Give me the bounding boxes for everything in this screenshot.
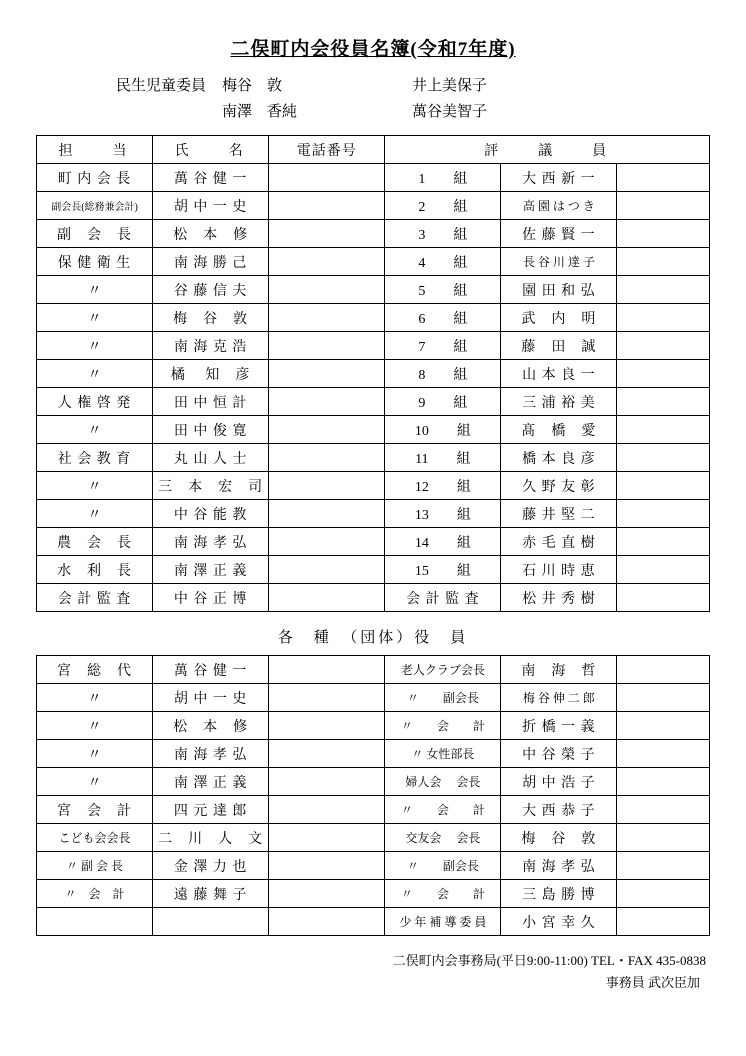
section-title-groups: 各 種 （団体）役 員 bbox=[277, 630, 469, 646]
right-blank-cell bbox=[617, 712, 710, 740]
group-blank-cell bbox=[617, 500, 710, 528]
welfare-label: 民生児童委員 bbox=[115, 78, 206, 94]
right-name-cell: 梅 谷 敦 bbox=[501, 824, 617, 852]
welfare-name-left: 南澤 香純 bbox=[222, 104, 298, 120]
role-cell: 〃 bbox=[37, 500, 153, 528]
right-name-cell: 小 宮 幸 久 bbox=[501, 908, 617, 936]
group-name-cell: 橋 本 良 彦 bbox=[501, 444, 617, 472]
header-tel: 電話番号 bbox=[269, 136, 385, 164]
group-name-cell: 久 野 友 彰 bbox=[501, 472, 617, 500]
tel-cell bbox=[269, 528, 385, 556]
tel-cell bbox=[269, 584, 385, 612]
role-cell: 〃 bbox=[37, 276, 153, 304]
left-blank-cell bbox=[269, 852, 385, 880]
right-blank-cell bbox=[617, 796, 710, 824]
header-role: 担 当 bbox=[37, 136, 153, 164]
table-row bbox=[37, 880, 710, 908]
right-role-cell: 〃 会 計 bbox=[385, 880, 501, 908]
officers-table bbox=[36, 135, 710, 612]
left-name-cell: 萬 谷 健 一 bbox=[153, 656, 269, 684]
group-officers-table bbox=[36, 655, 710, 936]
left-blank-cell bbox=[269, 796, 385, 824]
tel-cell bbox=[269, 444, 385, 472]
left-blank-cell bbox=[269, 656, 385, 684]
table-row bbox=[37, 304, 710, 332]
table-row bbox=[37, 768, 710, 796]
welfare-name-right: 井上美保子 bbox=[412, 78, 488, 94]
group-no-cell: 4 組 bbox=[385, 248, 501, 276]
left-blank-cell bbox=[269, 684, 385, 712]
name-cell: 萬 谷 健 一 bbox=[153, 164, 269, 192]
tel-cell bbox=[269, 192, 385, 220]
group-name-cell: 松 井 秀 樹 bbox=[501, 584, 617, 612]
role-cell: 会 計 監 査 bbox=[37, 584, 153, 612]
right-name-cell: 折 橋 一 義 bbox=[501, 712, 617, 740]
tel-cell bbox=[269, 360, 385, 388]
header-hyogi: 評 議 員 bbox=[385, 136, 710, 164]
left-blank-cell bbox=[269, 768, 385, 796]
group-name-cell: 藤 田 誠 bbox=[501, 332, 617, 360]
name-cell: 田 中 恒 計 bbox=[153, 388, 269, 416]
name-cell: 松 本 修 bbox=[153, 220, 269, 248]
table-row bbox=[37, 712, 710, 740]
right-role-cell: 少 年 補 導 委 員 bbox=[385, 908, 501, 936]
role-cell: 〃 bbox=[37, 332, 153, 360]
left-name-cell: 松 本 修 bbox=[153, 712, 269, 740]
table-row bbox=[37, 416, 710, 444]
role-cell: 〃 bbox=[37, 416, 153, 444]
table-row bbox=[37, 656, 710, 684]
header-name: 氏 名 bbox=[153, 136, 269, 164]
tel-cell bbox=[269, 388, 385, 416]
group-no-cell: 9 組 bbox=[385, 388, 501, 416]
left-name-cell: 金 澤 力 也 bbox=[153, 852, 269, 880]
right-role-cell: 〃 副会長 bbox=[385, 852, 501, 880]
left-name-cell: 胡 中 一 史 bbox=[153, 684, 269, 712]
name-cell: 中 谷 正 博 bbox=[153, 584, 269, 612]
table-row bbox=[37, 584, 710, 612]
group-blank-cell bbox=[617, 528, 710, 556]
tel-cell bbox=[269, 248, 385, 276]
tel-cell bbox=[269, 416, 385, 444]
name-cell: 南 海 勝 己 bbox=[153, 248, 269, 276]
left-role-cell: 〃 会 計 bbox=[37, 880, 153, 908]
right-name-cell: 梅 谷 伸 二 郎 bbox=[501, 684, 617, 712]
left-role-cell: 〃 bbox=[37, 712, 153, 740]
table-row bbox=[37, 388, 710, 416]
group-blank-cell bbox=[617, 360, 710, 388]
tel-cell bbox=[269, 332, 385, 360]
left-name-cell bbox=[153, 908, 269, 936]
group-blank-cell bbox=[617, 332, 710, 360]
left-role-cell: 〃 副 会 長 bbox=[37, 852, 153, 880]
group-blank-cell bbox=[617, 556, 710, 584]
table-row bbox=[37, 556, 710, 584]
table-row bbox=[37, 472, 710, 500]
group-no-cell: 15 組 bbox=[385, 556, 501, 584]
name-cell: 田 中 俊 寛 bbox=[153, 416, 269, 444]
table-row bbox=[37, 444, 710, 472]
name-cell: 丸 山 人 士 bbox=[153, 444, 269, 472]
right-role-cell: 〃 会 計 bbox=[385, 712, 501, 740]
group-no-cell: 5 組 bbox=[385, 276, 501, 304]
group-name-cell: 藤 井 堅 二 bbox=[501, 500, 617, 528]
group-blank-cell bbox=[617, 248, 710, 276]
left-role-cell: こども会会長 bbox=[37, 824, 153, 852]
right-blank-cell bbox=[617, 768, 710, 796]
left-name-cell: 二 川 人 文 bbox=[153, 824, 269, 852]
table-row bbox=[37, 852, 710, 880]
right-name-cell: 南 海 孝 弘 bbox=[501, 852, 617, 880]
welfare-name-left: 梅谷 敦 bbox=[222, 78, 283, 94]
welfare-commissioner-block bbox=[36, 73, 710, 125]
name-cell: 中 谷 能 教 bbox=[153, 500, 269, 528]
right-blank-cell bbox=[617, 908, 710, 936]
table-row bbox=[37, 796, 710, 824]
group-blank-cell bbox=[617, 276, 710, 304]
right-role-cell: 婦人会 会長 bbox=[385, 768, 501, 796]
table-row bbox=[37, 332, 710, 360]
welfare-row bbox=[36, 99, 710, 125]
tel-cell bbox=[269, 500, 385, 528]
right-name-cell: 南 海 哲 bbox=[501, 656, 617, 684]
group-no-cell: 14 組 bbox=[385, 528, 501, 556]
group-name-cell: 長 谷 川 達 子 bbox=[501, 248, 617, 276]
footer-contact: 二俣町内会事務局(平日9:00-11:00) TEL・FAX 435-0838 bbox=[392, 953, 706, 968]
group-no-cell: 1 組 bbox=[385, 164, 501, 192]
left-blank-cell bbox=[269, 880, 385, 908]
left-role-cell: 宮 総 代 bbox=[37, 656, 153, 684]
name-cell: 橘 知 彦 bbox=[153, 360, 269, 388]
group-blank-cell bbox=[617, 220, 710, 248]
group-no-cell: 3 組 bbox=[385, 220, 501, 248]
footer-clerk: 事務員 武次臣加 bbox=[605, 975, 700, 990]
role-cell: 〃 bbox=[37, 360, 153, 388]
right-role-cell: 〃 副会長 bbox=[385, 684, 501, 712]
left-role-cell: 〃 bbox=[37, 768, 153, 796]
left-role-cell: 〃 bbox=[37, 740, 153, 768]
group-name-cell: 高 園 は つ き bbox=[501, 192, 617, 220]
welfare-name-right: 萬谷美智子 bbox=[412, 104, 488, 120]
role-cell: 社 会 教 育 bbox=[37, 444, 153, 472]
tel-cell bbox=[269, 276, 385, 304]
role-cell: 農 会 長 bbox=[37, 528, 153, 556]
group-no-cell: 2 組 bbox=[385, 192, 501, 220]
group-blank-cell bbox=[617, 416, 710, 444]
group-blank-cell bbox=[617, 472, 710, 500]
group-no-cell: 10 組 bbox=[385, 416, 501, 444]
group-name-cell: 園 田 和 弘 bbox=[501, 276, 617, 304]
left-blank-cell bbox=[269, 712, 385, 740]
role-cell: 町 内 会 長 bbox=[37, 164, 153, 192]
group-name-cell: 赤 毛 直 樹 bbox=[501, 528, 617, 556]
left-name-cell: 四 元 達 郎 bbox=[153, 796, 269, 824]
table-row bbox=[37, 276, 710, 304]
name-cell: 梅 谷 敦 bbox=[153, 304, 269, 332]
welfare-label bbox=[36, 99, 222, 125]
table-header-row bbox=[37, 136, 710, 164]
group-name-cell: 髙 橋 愛 bbox=[501, 416, 617, 444]
right-role-cell: 〃 女性部長 bbox=[385, 740, 501, 768]
name-cell: 南 海 克 浩 bbox=[153, 332, 269, 360]
left-blank-cell bbox=[269, 740, 385, 768]
table-row bbox=[37, 684, 710, 712]
group-blank-cell bbox=[617, 304, 710, 332]
group-no-cell: 12 組 bbox=[385, 472, 501, 500]
group-name-cell: 大 西 新 一 bbox=[501, 164, 617, 192]
page-title: 二俣町内会役員名簿(令和7年度) bbox=[230, 39, 516, 60]
table-row bbox=[37, 500, 710, 528]
right-name-cell: 三 島 勝 博 bbox=[501, 880, 617, 908]
right-name-cell: 大 西 恭 子 bbox=[501, 796, 617, 824]
role-cell: 〃 bbox=[37, 472, 153, 500]
tel-cell bbox=[269, 304, 385, 332]
right-blank-cell bbox=[617, 684, 710, 712]
role-cell: 保 健 衛 生 bbox=[37, 248, 153, 276]
group-name-cell: 山 本 良 一 bbox=[501, 360, 617, 388]
group-no-cell: 11 組 bbox=[385, 444, 501, 472]
group-blank-cell bbox=[617, 584, 710, 612]
table-row bbox=[37, 164, 710, 192]
right-blank-cell bbox=[617, 656, 710, 684]
name-cell: 南 海 孝 弘 bbox=[153, 528, 269, 556]
group-name-cell: 武 内 明 bbox=[501, 304, 617, 332]
group-blank-cell bbox=[617, 164, 710, 192]
tel-cell bbox=[269, 164, 385, 192]
group-no-cell: 13 組 bbox=[385, 500, 501, 528]
table-row bbox=[37, 824, 710, 852]
group-blank-cell bbox=[617, 388, 710, 416]
right-blank-cell bbox=[617, 880, 710, 908]
name-cell: 谷 藤 信 夫 bbox=[153, 276, 269, 304]
role-cell: 副会長(総務兼会計) bbox=[37, 192, 153, 220]
right-role-cell: 〃 会 計 bbox=[385, 796, 501, 824]
right-role-cell: 交友会 会長 bbox=[385, 824, 501, 852]
right-blank-cell bbox=[617, 824, 710, 852]
table-row bbox=[37, 360, 710, 388]
role-cell: 水 利 長 bbox=[37, 556, 153, 584]
table-row bbox=[37, 192, 710, 220]
name-cell: 三 本 宏 司 bbox=[153, 472, 269, 500]
table-row bbox=[37, 740, 710, 768]
left-role-cell bbox=[37, 908, 153, 936]
left-blank-cell bbox=[269, 908, 385, 936]
role-cell: 人 権 啓 発 bbox=[37, 388, 153, 416]
group-name-cell: 佐 藤 賢 一 bbox=[501, 220, 617, 248]
name-cell: 南 澤 正 義 bbox=[153, 556, 269, 584]
right-blank-cell bbox=[617, 740, 710, 768]
table-row bbox=[37, 220, 710, 248]
tel-cell bbox=[269, 556, 385, 584]
welfare-row bbox=[36, 73, 710, 99]
left-blank-cell bbox=[269, 824, 385, 852]
tel-cell bbox=[269, 220, 385, 248]
left-name-cell: 遠 藤 舞 子 bbox=[153, 880, 269, 908]
right-role-cell: 老人クラブ会長 bbox=[385, 656, 501, 684]
left-name-cell: 南 澤 正 義 bbox=[153, 768, 269, 796]
group-blank-cell bbox=[617, 444, 710, 472]
left-name-cell: 南 海 孝 弘 bbox=[153, 740, 269, 768]
left-role-cell: 〃 bbox=[37, 684, 153, 712]
left-role-cell: 宮 会 計 bbox=[37, 796, 153, 824]
group-name-cell: 三 浦 裕 美 bbox=[501, 388, 617, 416]
group-no-cell: 7 組 bbox=[385, 332, 501, 360]
role-cell: 〃 bbox=[37, 304, 153, 332]
table-row bbox=[37, 908, 710, 936]
group-blank-cell bbox=[617, 192, 710, 220]
name-cell: 胡 中 一 史 bbox=[153, 192, 269, 220]
group-no-cell: 8 組 bbox=[385, 360, 501, 388]
table-row bbox=[37, 528, 710, 556]
tel-cell bbox=[269, 472, 385, 500]
right-name-cell: 中 谷 榮 子 bbox=[501, 740, 617, 768]
group-name-cell: 石 川 時 恵 bbox=[501, 556, 617, 584]
group-no-cell: 会 計 監 査 bbox=[385, 584, 501, 612]
group-no-cell: 6 組 bbox=[385, 304, 501, 332]
role-cell: 副 会 長 bbox=[37, 220, 153, 248]
table-row bbox=[37, 248, 710, 276]
right-name-cell: 胡 中 浩 子 bbox=[501, 768, 617, 796]
right-blank-cell bbox=[617, 852, 710, 880]
footer bbox=[36, 950, 710, 994]
